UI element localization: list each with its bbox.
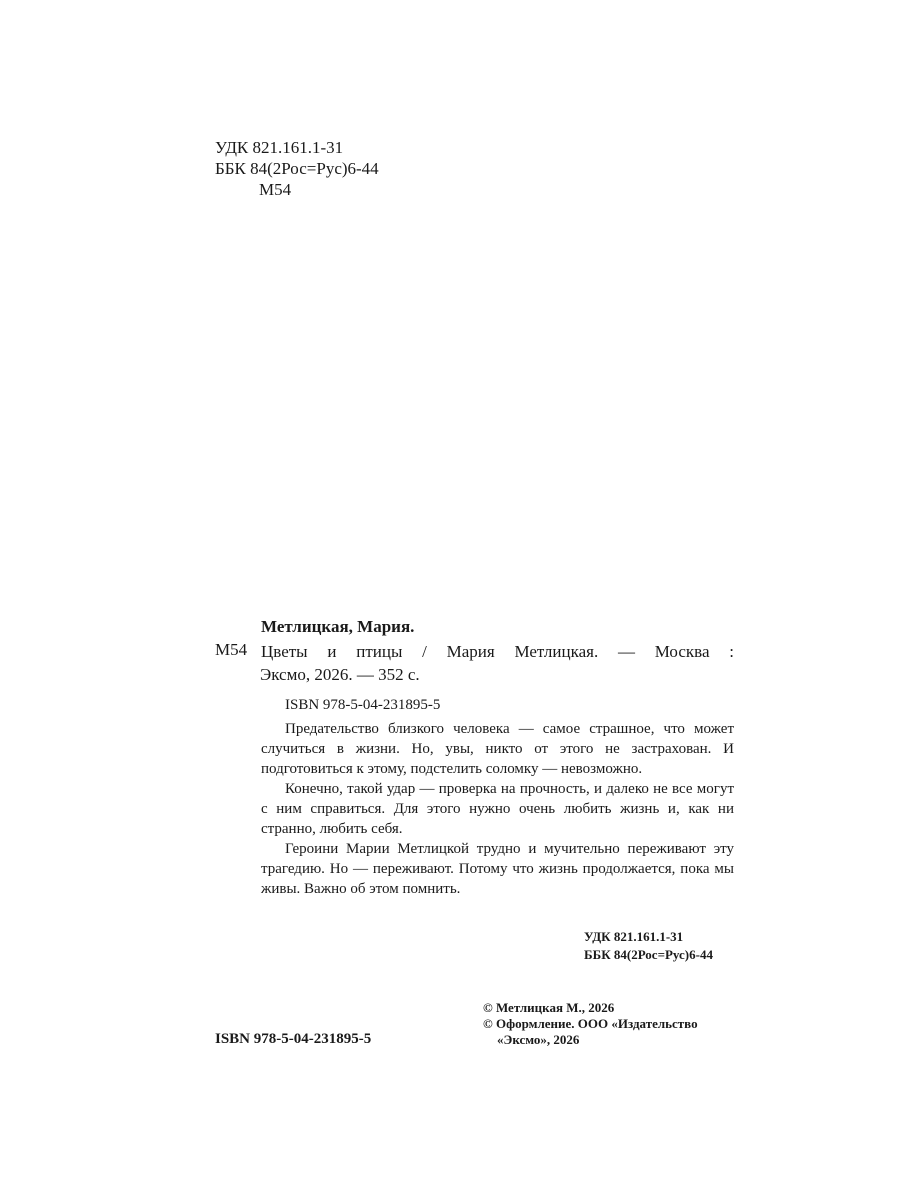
annotation-paragraph: Предательство близкого человека — самое страшное, что может случиться в жизни. Но, увы, никто от этого не застрахован. И подготовиться к этому, подстелить соломку — невозможно.: [261, 721, 734, 777]
author-heading: Метлицкая, Мария.: [261, 617, 415, 636]
copyright-publisher: «Эксмо», 2026: [497, 1032, 580, 1047]
author-mark: М54: [259, 180, 292, 199]
annotation: [261, 719, 734, 899]
annotation-paragraph: Героини Марии Метлицкой трудно и мучительно переживают эту трагедию. Но — переживают. Потому что жизнь продолжается, пока мы живы. Важно об этом помнить.: [261, 841, 734, 897]
copyright-design: © Оформление. ООО «Издательство: [483, 1016, 698, 1031]
classification-codes-top: [215, 137, 379, 200]
bbk-code-bottom: ББК 84(2Рос=Рус)6-44: [584, 947, 713, 962]
annotation-paragraph: Конечно, такой удар — проверка на прочность, и далеко не все могут с ним справиться. Для этого нужно очень любить жизнь и, как ни странно, любить себя.: [261, 781, 734, 837]
udk-code-bottom: УДК 821.161.1-31: [584, 929, 684, 944]
isbn-bottom: ISBN 978-5-04-231895-5: [215, 1031, 372, 1047]
entry-isbn: ISBN 978-5-04-231895-5: [285, 697, 441, 713]
entry-author-mark: М54: [215, 640, 248, 659]
classification-codes-bottom: [584, 928, 713, 964]
publisher-line: Эксмо, 2026. — 352 с.: [260, 665, 420, 684]
title-line: Цветы и птицы / Мария Метлицкая. — Москва :: [261, 642, 734, 661]
bibliographic-description: [261, 640, 734, 686]
udk-code: УДК 821.161.1-31: [215, 138, 344, 157]
copyright-block: [483, 1000, 698, 1048]
bbk-code: ББК 84(2Рос=Рус)6-44: [215, 159, 379, 178]
copyright-author: © Метлицкая М., 2026: [483, 1000, 615, 1015]
